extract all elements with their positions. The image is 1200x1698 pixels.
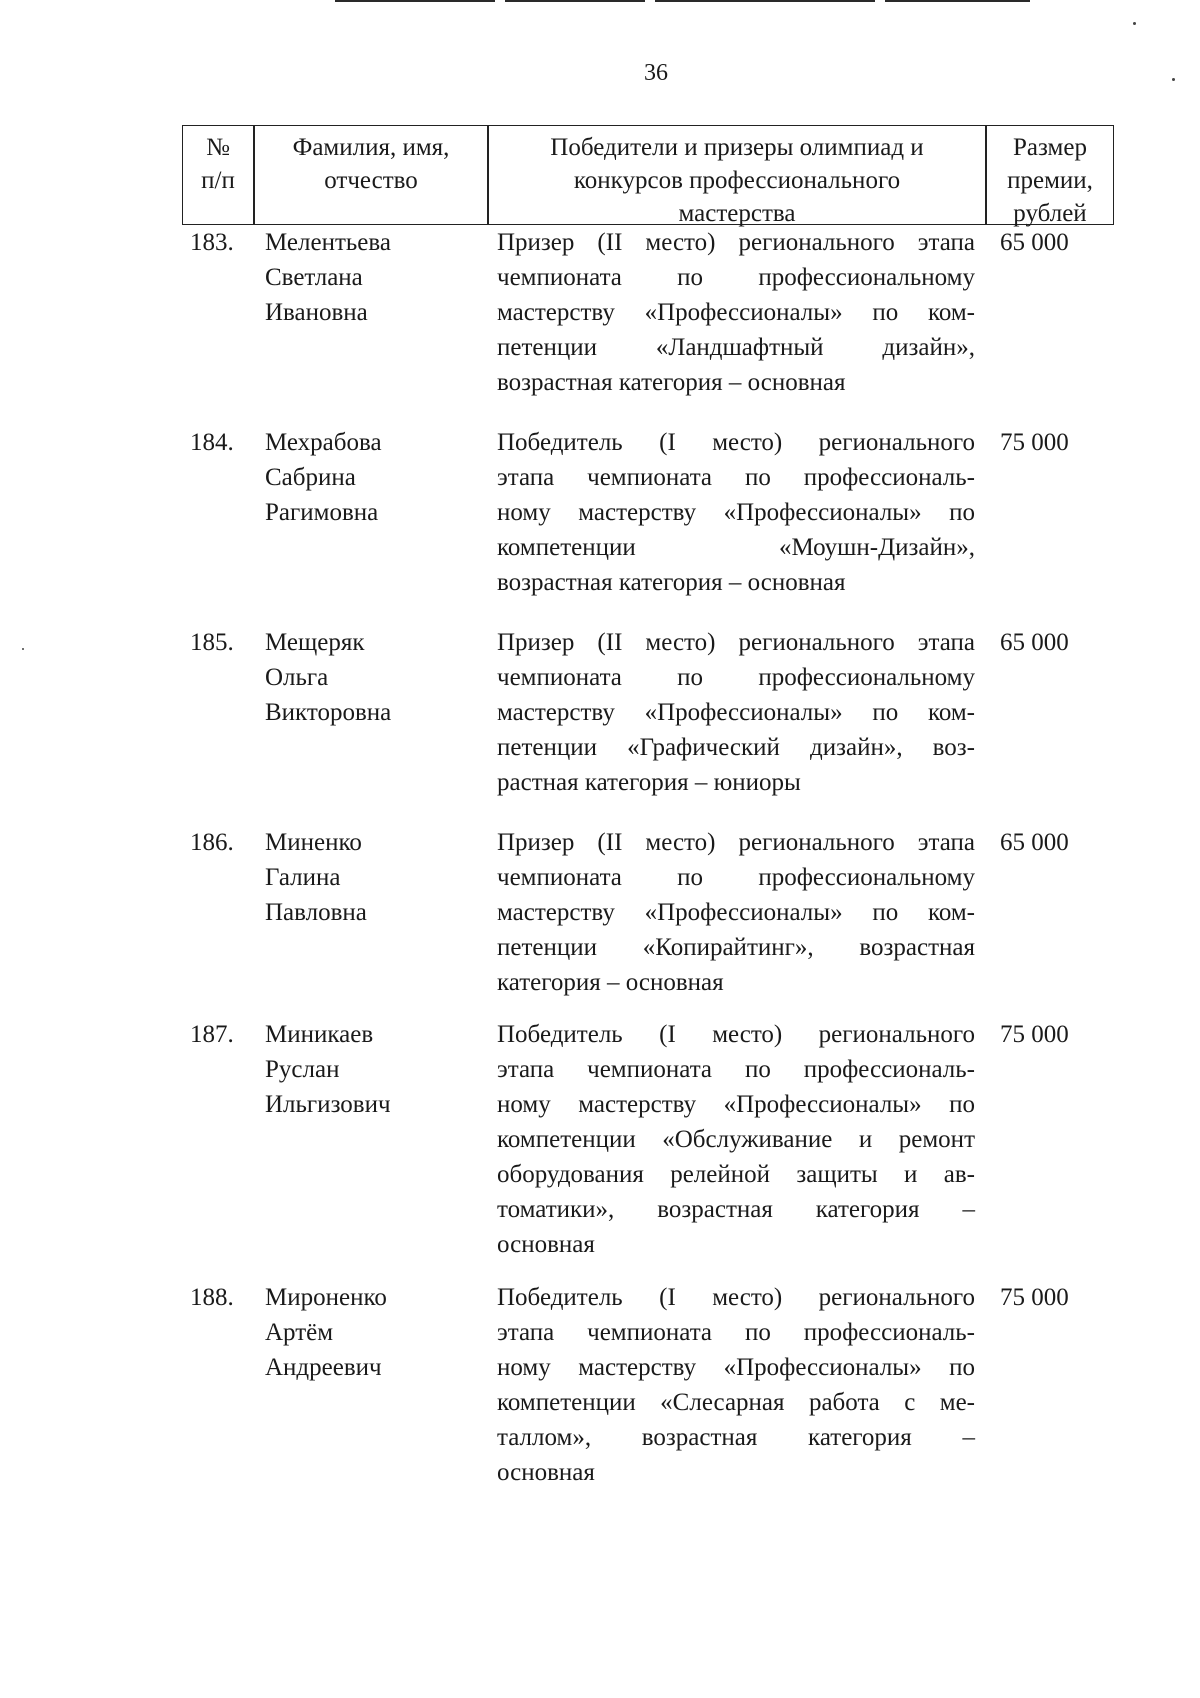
row-number: 184.: [190, 429, 234, 456]
name-line: Руслан: [265, 1056, 340, 1083]
full-name: [265, 625, 465, 730]
row-number: 185.: [190, 629, 234, 656]
name-line: Ильгизович: [265, 1091, 391, 1118]
header-number: [183, 131, 253, 197]
header-line: рублей: [1013, 200, 1087, 227]
name-line: Ивановна: [265, 299, 368, 326]
description-line: этапа чемпионата по профессиональ-: [497, 1319, 975, 1346]
name-line: Мелентьева: [265, 229, 391, 256]
description-line: категория – основная: [497, 969, 724, 996]
description-line: растная категория – юниоры: [497, 769, 801, 796]
page-number: 36: [644, 60, 668, 86]
name-line: Миникаев: [265, 1021, 374, 1048]
description-line: этапа чемпионата по профессиональ-: [497, 464, 975, 491]
name-line: Мещеряк: [265, 629, 365, 656]
description-line: ному мастерству «Профессионалы» по: [497, 1354, 975, 1381]
scan-speck: [1133, 22, 1136, 25]
achievement-description: [497, 1017, 975, 1262]
description-line: чемпионата по профессиональному: [497, 264, 975, 291]
header-line: премии,: [1007, 167, 1093, 194]
header-line: Размер: [1013, 134, 1087, 161]
description-line: возрастная категория – основная: [497, 569, 846, 596]
name-line: Миненко: [265, 829, 362, 856]
row-number: 188.: [190, 1284, 234, 1311]
name-line: Павловна: [265, 899, 367, 926]
top-border-line: [885, 0, 1030, 2]
description-line: мастерству «Профессионалы» по ком-: [497, 699, 975, 726]
description-line: ному мастерству «Профессионалы» по: [497, 499, 975, 526]
name-line: Светлана: [265, 264, 363, 291]
description-line: оборудования релейной защиты и ав-: [497, 1161, 975, 1188]
prize-amount: 65 000: [1000, 829, 1069, 856]
top-border-line: [505, 0, 645, 2]
achievement-description: [497, 625, 975, 800]
achievement-description: [497, 825, 975, 1000]
full-name: [265, 1017, 465, 1122]
name-line: Ольга: [265, 664, 329, 691]
name-line: Артём: [265, 1319, 334, 1346]
name-line: Рагимовна: [265, 499, 379, 526]
description-line: мастерству «Профессионалы» по ком-: [497, 299, 975, 326]
description-line: ному мастерству «Профессионалы» по: [497, 1091, 975, 1118]
prize-amount: 75 000: [1000, 1021, 1069, 1048]
full-name: [265, 1280, 465, 1385]
description-line: чемпионата по профессиональному: [497, 864, 975, 891]
header-line: Победители и призеры олимпиад и: [550, 134, 924, 161]
achievement-description: [497, 425, 975, 600]
prize-amount: 65 000: [1000, 629, 1069, 656]
name-line: Андреевич: [265, 1354, 382, 1381]
description-line: Призер (II место) регионального этапа: [497, 229, 975, 256]
header-line: отчество: [324, 167, 418, 194]
description-line: Победитель (I место) регионального: [497, 429, 975, 456]
description-line: петенции «Ландшафтный дизайн»,: [497, 334, 975, 361]
header-prize: [987, 131, 1113, 230]
header-line: конкурсов профессионального: [573, 167, 901, 194]
prize-amount: 65 000: [1000, 229, 1069, 256]
prize-amount: 75 000: [1000, 429, 1069, 456]
table-header: [182, 125, 1114, 225]
description-line: Призер (II место) регионального этапа: [497, 629, 975, 656]
description-line: томатики», возрастная категория –: [497, 1196, 975, 1223]
achievement-description: [497, 225, 975, 400]
description-line: Победитель (I место) регионального: [497, 1021, 975, 1048]
row-number: 187.: [190, 1021, 234, 1048]
scan-speck: [22, 648, 24, 650]
description-line: компетенции «Моушн-Дизайн»,: [497, 534, 975, 561]
header-line: №: [206, 134, 230, 161]
header-line: п/п: [201, 167, 235, 194]
description-line: компетенции «Слесарная работа с ме-: [497, 1389, 975, 1416]
description-line: возрастная категория – основная: [497, 369, 846, 396]
description-line: Победитель (I место) регионального: [497, 1284, 975, 1311]
prize-amount: 75 000: [1000, 1284, 1069, 1311]
description-line: Призер (II место) регионального этапа: [497, 829, 975, 856]
name-line: Викторовна: [265, 699, 392, 726]
full-name: [265, 225, 465, 330]
description-line: петенции «Графический дизайн», воз-: [497, 734, 975, 761]
top-border-line: [655, 0, 875, 2]
name-line: Мехрабова: [265, 429, 382, 456]
description-line: петенции «Копирайтинг», возрастная: [497, 934, 975, 961]
row-number: 186.: [190, 829, 234, 856]
description-line: таллом», возрастная категория –: [497, 1424, 975, 1451]
name-line: Сабрина: [265, 464, 356, 491]
full-name: [265, 425, 465, 530]
achievement-description: [497, 1280, 975, 1490]
name-line: Галина: [265, 864, 341, 891]
description-line: компетенции «Обслуживание и ремонт: [497, 1126, 975, 1153]
header-line: мастерства: [678, 200, 796, 227]
header-description: [489, 131, 985, 230]
top-border-line: [335, 0, 495, 2]
description-line: основная: [497, 1459, 595, 1486]
header-name: [255, 131, 487, 197]
description-line: этапа чемпионата по профессиональ-: [497, 1056, 975, 1083]
description-line: чемпионата по профессиональному: [497, 664, 975, 691]
name-line: Мироненко: [265, 1284, 387, 1311]
description-line: основная: [497, 1231, 595, 1258]
header-line: Фамилия, имя,: [292, 134, 450, 161]
row-number: 183.: [190, 229, 234, 256]
description-line: мастерству «Профессионалы» по ком-: [497, 899, 975, 926]
full-name: [265, 825, 465, 930]
